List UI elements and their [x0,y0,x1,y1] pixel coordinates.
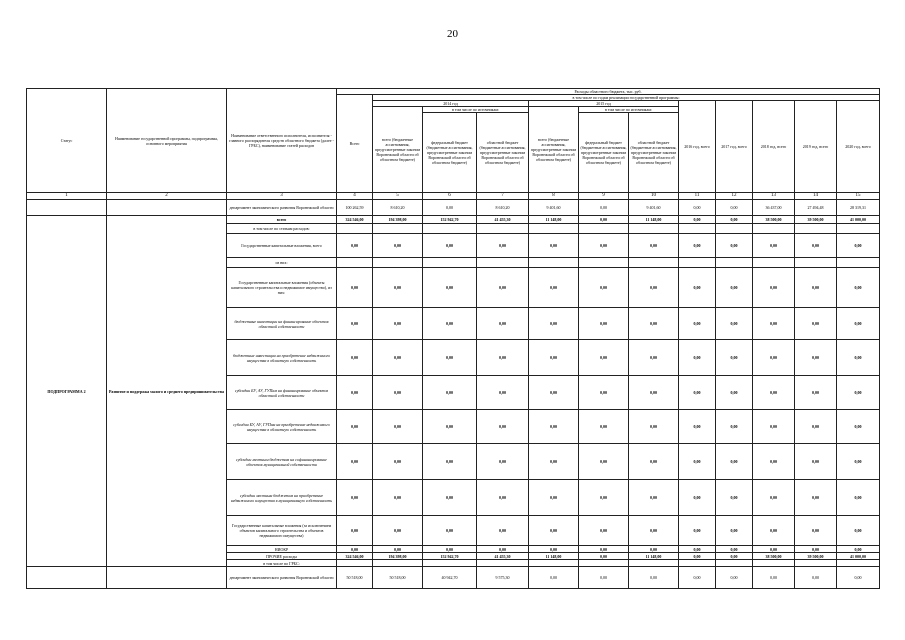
cell-value: 50 518,00 [373,567,423,589]
cell-value [337,224,373,234]
cell-value: 0,00 [629,340,679,376]
cell-value [795,224,837,234]
cell-value [337,258,373,268]
cell-value: 0,00 [579,268,629,308]
cell-value [837,258,880,268]
cell-value: 0,00 [837,308,880,340]
cell-value: 36 437,00 [753,200,795,216]
col-number: 14 [795,193,837,200]
cell-value [629,258,679,268]
budget-table [26,88,880,589]
col-number: 7 [477,193,529,200]
col-number: 3 [227,193,337,200]
header-all-2014: всего (бюджетные ассигнования, предусмотренные законом Воронежской области об областном бюджете) [373,107,423,193]
cell-value: 324 546,00 [337,216,373,224]
cell-value: 0,00 [837,376,880,410]
cell-value: 100 262,59 [337,200,373,216]
cell-value: 0,00 [477,546,529,553]
cell-value: 0,00 [579,444,629,480]
page-number: 20 [447,28,458,40]
header-by-years: в том числе по годам реализации государственной программы: [373,95,880,101]
cell-value: 0,00 [795,376,837,410]
cell-value: 0,00 [716,410,753,444]
cell-value: 0,00 [753,444,795,480]
cell-value: 0,00 [579,567,629,589]
header-year-2018: 2018 год, всего [753,101,795,193]
cell-value: 40 942,70 [423,567,477,589]
cell-value: 0,00 [337,376,373,410]
cell-value: 0,00 [579,553,629,560]
row-label: бюджетные инвестиции на финансирование объектов областной собственности [227,308,337,340]
cell-value: 0,00 [679,567,716,589]
cell-value: 0,00 [423,340,477,376]
cell-value: 0,00 [579,516,629,546]
cell-value: 194 398,00 [373,553,423,560]
cell-value: 41 000,00 [837,553,880,560]
cell-value [753,560,795,567]
cell-value: 0,00 [529,340,579,376]
table-row [27,567,880,589]
cell-value: 0,00 [837,516,880,546]
cell-value: 0,00 [795,546,837,553]
row-label: НИОКР [227,546,337,553]
cell-value [679,560,716,567]
cell-value [629,224,679,234]
cell-value: 0,00 [477,410,529,444]
cell-value: 0,00 [716,234,753,258]
subprogram-name: Развитие и поддержка малого и среднего предпринимательства [107,216,227,567]
cell-value: 152 942,70 [423,553,477,560]
cell-value: 0,00 [337,234,373,258]
header-sources-2014: в том числе по источникам: [423,107,529,113]
cell-value: 0,00 [529,376,579,410]
cell-value: 50 518,00 [337,567,373,589]
cell-value: 0,00 [529,546,579,553]
cell-value [679,224,716,234]
cell-value: 0,00 [679,516,716,546]
header-fed-2015: федеральный бюджет (бюджетные ассигнования, предусмотренные законом Воронежской области об областном бюджете) [579,113,629,193]
cell-value: 0,00 [753,308,795,340]
cell-value: 0,00 [679,308,716,340]
cell-value: 0,00 [337,546,373,553]
cell-value [716,560,753,567]
cell-value: 0,00 [629,516,679,546]
cell-value: 9 401,60 [629,200,679,216]
row-label: департамент экономического развития Воронежской области [227,567,337,589]
cell-value: 0,00 [795,308,837,340]
cell-value: 0,00 [795,268,837,308]
row-label: Государственные капитальные вложения (объекты капитального строительства и недвижимое имущество), из них: [227,268,337,308]
cell-value [795,560,837,567]
cell-value: 0,00 [837,546,880,553]
cell-value: 0,00 [423,410,477,444]
cell-value: 0,00 [837,268,880,308]
header-year-2015: 2015 год [529,101,679,107]
row-label: Государственные капитальные вложения (за исключением объектов капитального строительства и объектов недвижимого имущества) [227,516,337,546]
cell-value: 0,00 [579,410,629,444]
cell-value: 0,00 [423,480,477,516]
cell-value: 0,00 [579,480,629,516]
column-numbers-row [27,193,880,200]
cell-value [529,224,579,234]
cell-value: 0,00 [629,546,679,553]
row-label: субсидии БУ, АУ, ГУПам на финансирование объектов областной собственности [227,376,337,410]
row-label: из них: [227,258,337,268]
cell-value: 0,00 [716,553,753,560]
cell-value: 0,00 [337,308,373,340]
cell-value: 0,00 [423,546,477,553]
cell-value: 0,00 [679,480,716,516]
cell-value: 0,00 [579,216,629,224]
row-label: в том числе по ГРБС: [227,560,337,567]
row-label: ПРОЧИЕ расходы [227,553,337,560]
col-number: 11 [679,193,716,200]
cell-value: 0,00 [529,234,579,258]
cell-value [579,258,629,268]
cell-value [423,258,477,268]
cell-value: 41 000,00 [837,216,880,224]
cell-value: 0,00 [629,268,679,308]
col-number: 12 [716,193,753,200]
cell-value: 11 148,00 [629,216,679,224]
cell-value: 38 500,00 [753,553,795,560]
cell-value: 0,00 [795,234,837,258]
cell-value: 152 942,70 [423,216,477,224]
cell-value: 0,00 [716,340,753,376]
cell-value: 11 148,00 [529,553,579,560]
cell-value: 0,00 [337,340,373,376]
cell-value: 0,00 [373,308,423,340]
cell-value: 0,00 [337,516,373,546]
cell-value: 0,00 [579,376,629,410]
cell-value: 0,00 [579,308,629,340]
cell-value: 0,00 [795,480,837,516]
header-status: Статус [27,89,107,193]
budget-table-container [26,88,880,589]
cell-value: 0,00 [753,546,795,553]
cell-value: 0,00 [373,546,423,553]
cell-value: 0,00 [529,268,579,308]
cell-value: 0,00 [795,516,837,546]
cell-value: 0,00 [373,444,423,480]
cell-value: 0,00 [716,567,753,589]
row-label: субсидии БУ, АУ, ГУПам на приобретение недвижимого имущества в областную собственность [227,410,337,444]
cell-value: 0,00 [477,444,529,480]
cell-value: 0,00 [373,410,423,444]
cell-value [423,560,477,567]
cell-value [837,560,880,567]
row-label: бюджетные инвестиции на приобретение недвижимого имущества в областную собственность [227,340,337,376]
cell-value: 0,00 [837,480,880,516]
cell-value: 0,00 [753,567,795,589]
cell-value: 0,00 [753,340,795,376]
col-number: 9 [579,193,629,200]
cell-value: 39 500,00 [795,553,837,560]
cell-value: 0,00 [795,410,837,444]
cell-value: 0,00 [477,376,529,410]
col-number: 15 [837,193,880,200]
table-row [27,216,880,224]
cell-value: 0,00 [629,567,679,589]
cell-value: 0,00 [716,308,753,340]
col-number: 8 [529,193,579,200]
cell-value [529,258,579,268]
table-row [27,200,880,216]
cell-value: 0,00 [423,444,477,480]
row-label: субсидии местным бюджетам на приобретение недвижимого имущества в муниципальную собственность [227,480,337,516]
row-label: департамент экономического развития Воронежской области [227,200,337,216]
cell-value: 9 401,60 [529,200,579,216]
row-label: Государственные капитальные вложения, всего [227,234,337,258]
cell-value: 0,00 [477,234,529,258]
row-label: субсидии местным бюджетам на софинансирование объектов муниципальной собственности [227,444,337,480]
cell-value [716,224,753,234]
cell-value: 39 500,00 [795,216,837,224]
header-fed-2014: федеральный бюджет (бюджетные ассигнования, предусмотренные законом Воронежской области об областном бюджете) [423,113,477,193]
cell-value: 0,00 [679,410,716,444]
col-number: 1 [27,193,107,200]
cell-value [795,258,837,268]
cell-value: 0,00 [423,308,477,340]
cell-value [373,560,423,567]
cell-value: 0,00 [629,376,679,410]
cell-value: 0,00 [477,480,529,516]
cell-value: 9 575,30 [477,567,529,589]
cell-value: 0,00 [679,444,716,480]
cell-value [373,258,423,268]
cell-value: 0,00 [423,516,477,546]
cell-value: 0,00 [753,376,795,410]
cell-value: 0,00 [679,234,716,258]
cell-value: 0,00 [753,516,795,546]
cell-value: 0,00 [716,216,753,224]
cell-value: 0,00 [337,410,373,444]
cell-value: 0,00 [753,480,795,516]
cell-value: 0,00 [629,410,679,444]
cell-value: 0,00 [679,376,716,410]
row-label: в том числе по статьям расходов: [227,224,337,234]
cell-value [837,224,880,234]
cell-value: 0,00 [716,200,753,216]
header-year-2019: 2019 год, всего [795,101,837,193]
cell-value [753,258,795,268]
cell-value: 0,00 [529,567,579,589]
header-expenses-title: Расходы областного бюджета, тыс. руб. [337,89,880,95]
cell-value: 0,00 [629,308,679,340]
col-number: 2 [107,193,227,200]
cell-value: 0,00 [423,376,477,410]
cell-value: 8 610,20 [477,200,529,216]
cell-value: 0,00 [579,200,629,216]
cell-value: 8 610,20 [373,200,423,216]
cell-value [579,560,629,567]
col-number: 13 [753,193,795,200]
col-number: 5 [373,193,423,200]
cell-value: 0,00 [477,268,529,308]
cell-value [337,560,373,567]
cell-value [679,258,716,268]
cell-value: 0,00 [373,340,423,376]
row-label: всего [227,216,337,224]
cell-value: 194 398,00 [373,216,423,224]
cell-value: 0,00 [423,234,477,258]
cell-value: 0,00 [529,444,579,480]
cell-value: 0,00 [795,340,837,376]
cell-value: 38 500,00 [753,216,795,224]
cell-value: 0,00 [716,376,753,410]
cell-value: 0,00 [679,553,716,560]
cell-value: 0,00 [337,268,373,308]
cell-value [373,224,423,234]
cell-value: 0,00 [529,480,579,516]
cell-value: 0,00 [837,444,880,480]
col-number: 4 [337,193,373,200]
cell-value: 0,00 [837,340,880,376]
header-name: Наименование государственной программы, подпрограммы, основного мероприятия [107,89,227,193]
cell-value: 0,00 [837,234,880,258]
header-year-2014: 2014 год [373,101,529,107]
cell-value: 0,00 [579,546,629,553]
cell-value: 0,00 [716,268,753,308]
cell-value: 28 319,31 [837,200,880,216]
cell-value: 0,00 [373,268,423,308]
cell-value [529,560,579,567]
cell-value: 0,00 [579,234,629,258]
header-obl-2015: областной бюджет (бюджетные ассигнования, предусмотренные законом Воронежской области об областном бюджете) [629,113,679,193]
cell-value: 0,00 [837,410,880,444]
cell-value [477,224,529,234]
header-grbs: Наименование ответственного исполнителя, исполнителя - главного распорядителя средств областного бюджета (далее - ГРБС), наименование статей расходов [227,89,337,193]
cell-value: 0,00 [679,546,716,553]
header-total: Всего [337,95,373,193]
cell-value: 0,00 [373,516,423,546]
cell-value [579,224,629,234]
cell-value: 0,00 [716,480,753,516]
cell-value: 11 148,00 [629,553,679,560]
cell-value [477,258,529,268]
cell-value: 0,00 [716,546,753,553]
cell-value [753,224,795,234]
cell-value: 0,00 [337,444,373,480]
col-number: 10 [629,193,679,200]
cell-value: 27 494,48 [795,200,837,216]
subprogram-status: ПОДПРОГРАММА 2 [27,216,107,567]
cell-value: 0,00 [337,480,373,516]
cell-value: 0,00 [753,268,795,308]
cell-value [423,224,477,234]
cell-value: 0,00 [679,340,716,376]
cell-value: 324 546,00 [337,553,373,560]
cell-value: 0,00 [423,200,477,216]
cell-value: 0,00 [679,200,716,216]
header-year-2017: 2017 год, всего [716,101,753,193]
header-sources-2015: в том числе по источникам: [579,107,679,113]
cell-value: 0,00 [373,376,423,410]
header-year-2016: 2016 год, всего [679,101,716,193]
cell-value: 41 455,30 [477,553,529,560]
col-number: 6 [423,193,477,200]
header-year-2020: 2020 год, всего [837,101,880,193]
cell-value: 0,00 [529,516,579,546]
cell-value [477,560,529,567]
cell-value: 11 148,00 [529,216,579,224]
cell-value: 41 455,30 [477,216,529,224]
cell-value: 0,00 [629,234,679,258]
header-obl-2014: областной бюджет (бюджетные ассигнования, предусмотренные законом Воронежской области об областном бюджете) [477,113,529,193]
cell-value: 0,00 [477,340,529,376]
cell-value: 0,00 [629,480,679,516]
cell-value [629,560,679,567]
cell-value: 0,00 [529,308,579,340]
cell-value: 0,00 [679,216,716,224]
cell-value: 0,00 [529,410,579,444]
cell-value: 0,00 [795,444,837,480]
cell-value: 0,00 [373,480,423,516]
cell-value: 0,00 [679,268,716,308]
cell-value: 0,00 [716,444,753,480]
cell-value: 0,00 [837,567,880,589]
cell-value: 0,00 [629,444,679,480]
cell-value: 0,00 [423,268,477,308]
header-all-2015: всего (бюджетные ассигнования, предусмотренные законом Воронежской области об областном бюджете) [529,107,579,193]
cell-value: 0,00 [753,410,795,444]
cell-value: 0,00 [753,234,795,258]
cell-value: 0,00 [579,340,629,376]
cell-value: 0,00 [477,516,529,546]
cell-value: 0,00 [795,567,837,589]
cell-value: 0,00 [477,308,529,340]
cell-value: 0,00 [716,516,753,546]
cell-value: 0,00 [373,234,423,258]
cell-value [716,258,753,268]
